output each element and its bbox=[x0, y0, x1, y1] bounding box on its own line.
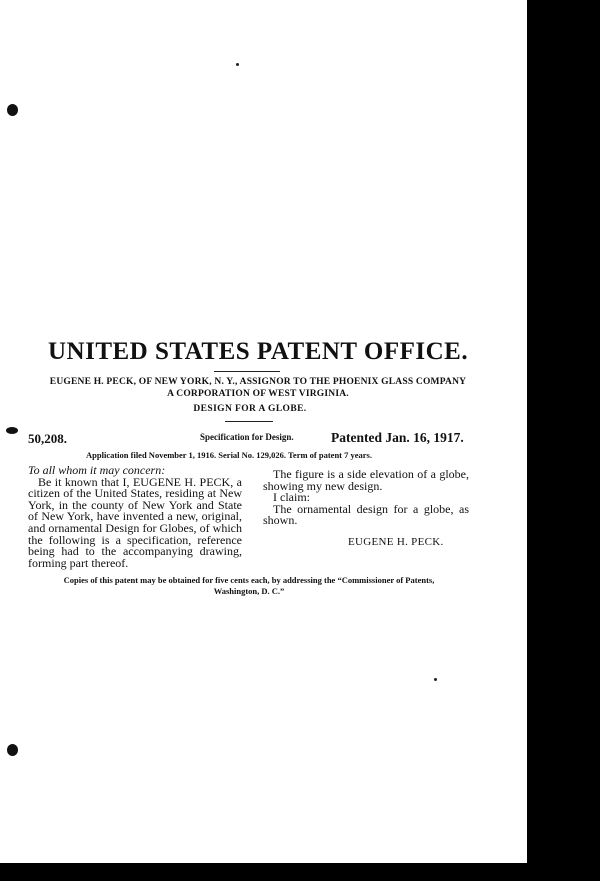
left-column bbox=[28, 465, 242, 569]
patent-number: 50,208. bbox=[28, 431, 67, 446]
assignor-line: A CORPORATION OF WEST VIRGINIA. bbox=[167, 389, 349, 399]
copies-line: Copies of this patent may be obtained for five cents each, by addressing the “Commissioner of Patents, bbox=[63, 575, 435, 585]
specification-text: Be it known that I, EUGENE H. PECK, a citizen of the United States, residing at New York, in the county of New York and State of New York, have invented a new, original, and ornamental Design for Globes, of which the following is a specification, reference being had to the accompanying drawing, forming part thereof. bbox=[28, 474, 242, 570]
assignor-line: EUGENE H. PECK, OF NEW YORK, N. Y., ASSIGNOR TO THE PHOENIX GLASS COMPANY bbox=[49, 377, 467, 387]
design-title: DESIGN FOR A GLOBE. bbox=[193, 404, 307, 414]
assignor-block bbox=[28, 376, 488, 400]
copies-line: Washington, D. C.” bbox=[213, 586, 285, 596]
salutation: To all whom it may concern: bbox=[28, 463, 166, 477]
speck bbox=[434, 678, 437, 681]
divider bbox=[214, 371, 280, 372]
claim-text: The ornamental design for a globe, as shown. bbox=[263, 501, 469, 528]
application-line: Application filed November 1, 1916. Serial No. 129,026. Term of patent 7 years. bbox=[86, 450, 372, 460]
patented-date: Patented Jan. 16, 1917. bbox=[331, 430, 464, 445]
punch-hole-bottom bbox=[7, 744, 18, 756]
copies-notice bbox=[28, 575, 470, 597]
inventor-signature: EUGENE H. PECK. bbox=[348, 536, 444, 548]
figure-description: The figure is a side elevation of a globe, showing my new design. bbox=[263, 467, 469, 493]
claim-label: I claim: bbox=[273, 490, 310, 505]
scan-edge-right bbox=[527, 0, 600, 881]
right-column bbox=[263, 469, 469, 527]
speck bbox=[236, 63, 239, 66]
punch-hole-top bbox=[7, 104, 18, 116]
specification-label: Specification for Design. bbox=[200, 432, 294, 442]
divider bbox=[225, 421, 273, 422]
page-title: UNITED STATES PATENT OFFICE. bbox=[48, 338, 469, 365]
scan-edge-bottom bbox=[0, 863, 600, 881]
punch-mark-middle bbox=[6, 427, 18, 434]
